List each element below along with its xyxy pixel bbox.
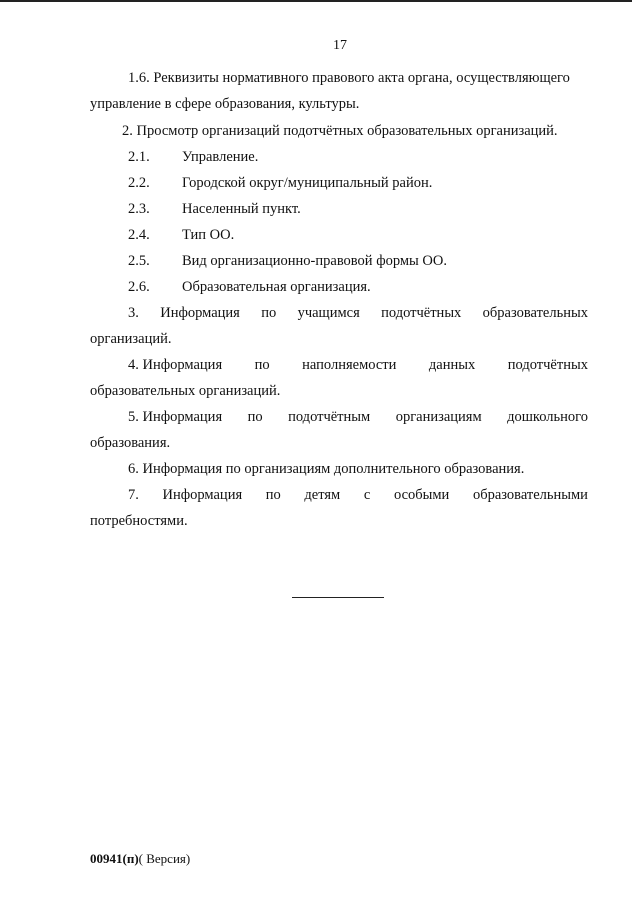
word: детям xyxy=(304,487,341,503)
subitem-number: 2.4. xyxy=(128,227,150,243)
item-5-line-2: образования. xyxy=(90,435,171,451)
word: с xyxy=(363,487,371,503)
word: особыми xyxy=(393,487,450,503)
item-7-line-2: потребностями. xyxy=(90,513,188,529)
subitem-2-4 xyxy=(128,226,234,244)
page-number: 17 xyxy=(333,38,347,53)
subitem-text: Образовательная организация. xyxy=(182,279,371,295)
top-border-line xyxy=(0,0,632,2)
document-footer xyxy=(90,851,190,867)
subitem-2-3 xyxy=(128,200,301,218)
word: дошкольного xyxy=(507,409,588,425)
subitem-2-5 xyxy=(128,252,447,270)
footer-code: 00941(п) xyxy=(90,851,139,866)
item-1-6-line-1: 1.6. Реквизиты нормативного правового акта органа, осуществляющего xyxy=(128,70,570,86)
item-6: 6. Информация по организациям дополнительного образования. xyxy=(128,461,525,477)
word: Информация xyxy=(160,305,240,321)
item-3-line-2: организаций. xyxy=(90,331,172,347)
word: образовательных xyxy=(482,305,588,321)
word: подотчётным xyxy=(288,409,371,425)
footer-suffix: ( Версия) xyxy=(138,851,191,866)
subitem-number: 2.3. xyxy=(128,201,150,217)
end-separator-line xyxy=(292,597,384,598)
word: данных xyxy=(428,357,476,373)
subitem-2-1 xyxy=(128,148,258,166)
word: по xyxy=(265,487,281,503)
word: подотчётных xyxy=(507,357,588,373)
subitem-number: 2.6. xyxy=(128,279,150,295)
subitem-number: 2.1. xyxy=(128,149,150,165)
item-7-line-1 xyxy=(128,486,588,504)
word: наполняемости xyxy=(302,357,397,373)
subitem-text: Вид организационно-правовой формы ОО. xyxy=(182,253,447,269)
word: образовательными xyxy=(472,487,588,503)
word: 7. xyxy=(128,487,139,503)
item-2-heading: 2. Просмотр организаций подотчётных образовательных организаций. xyxy=(122,123,558,139)
word: Информация xyxy=(162,487,243,503)
word: организациям xyxy=(395,409,482,425)
word: по xyxy=(247,409,263,425)
item-4-line-1 xyxy=(128,356,588,374)
subitem-text: Управление. xyxy=(182,149,259,165)
subitem-2-2 xyxy=(128,174,432,192)
subitem-text: Городской округ/муниципальный район. xyxy=(182,175,433,191)
subitem-text: Тип ОО. xyxy=(182,227,235,243)
item-4-line-2: образовательных организаций. xyxy=(90,383,281,399)
item-5-line-1 xyxy=(128,408,588,426)
word: учащимся xyxy=(297,305,360,321)
item-3-line-1 xyxy=(128,304,588,322)
subitem-number: 2.5. xyxy=(128,253,150,269)
subitem-2-6 xyxy=(128,278,371,296)
word: 5. Информация xyxy=(128,409,223,425)
word: подотчётных xyxy=(381,305,462,321)
word: по xyxy=(254,357,270,373)
word: 4. Информация xyxy=(128,357,223,373)
item-1-6-line-2: управление в сфере образования, культуры. xyxy=(90,96,360,112)
word: по xyxy=(261,305,277,321)
subitem-number: 2.2. xyxy=(128,175,150,191)
word: 3. xyxy=(128,305,139,321)
subitem-text: Населенный пункт. xyxy=(182,201,301,217)
